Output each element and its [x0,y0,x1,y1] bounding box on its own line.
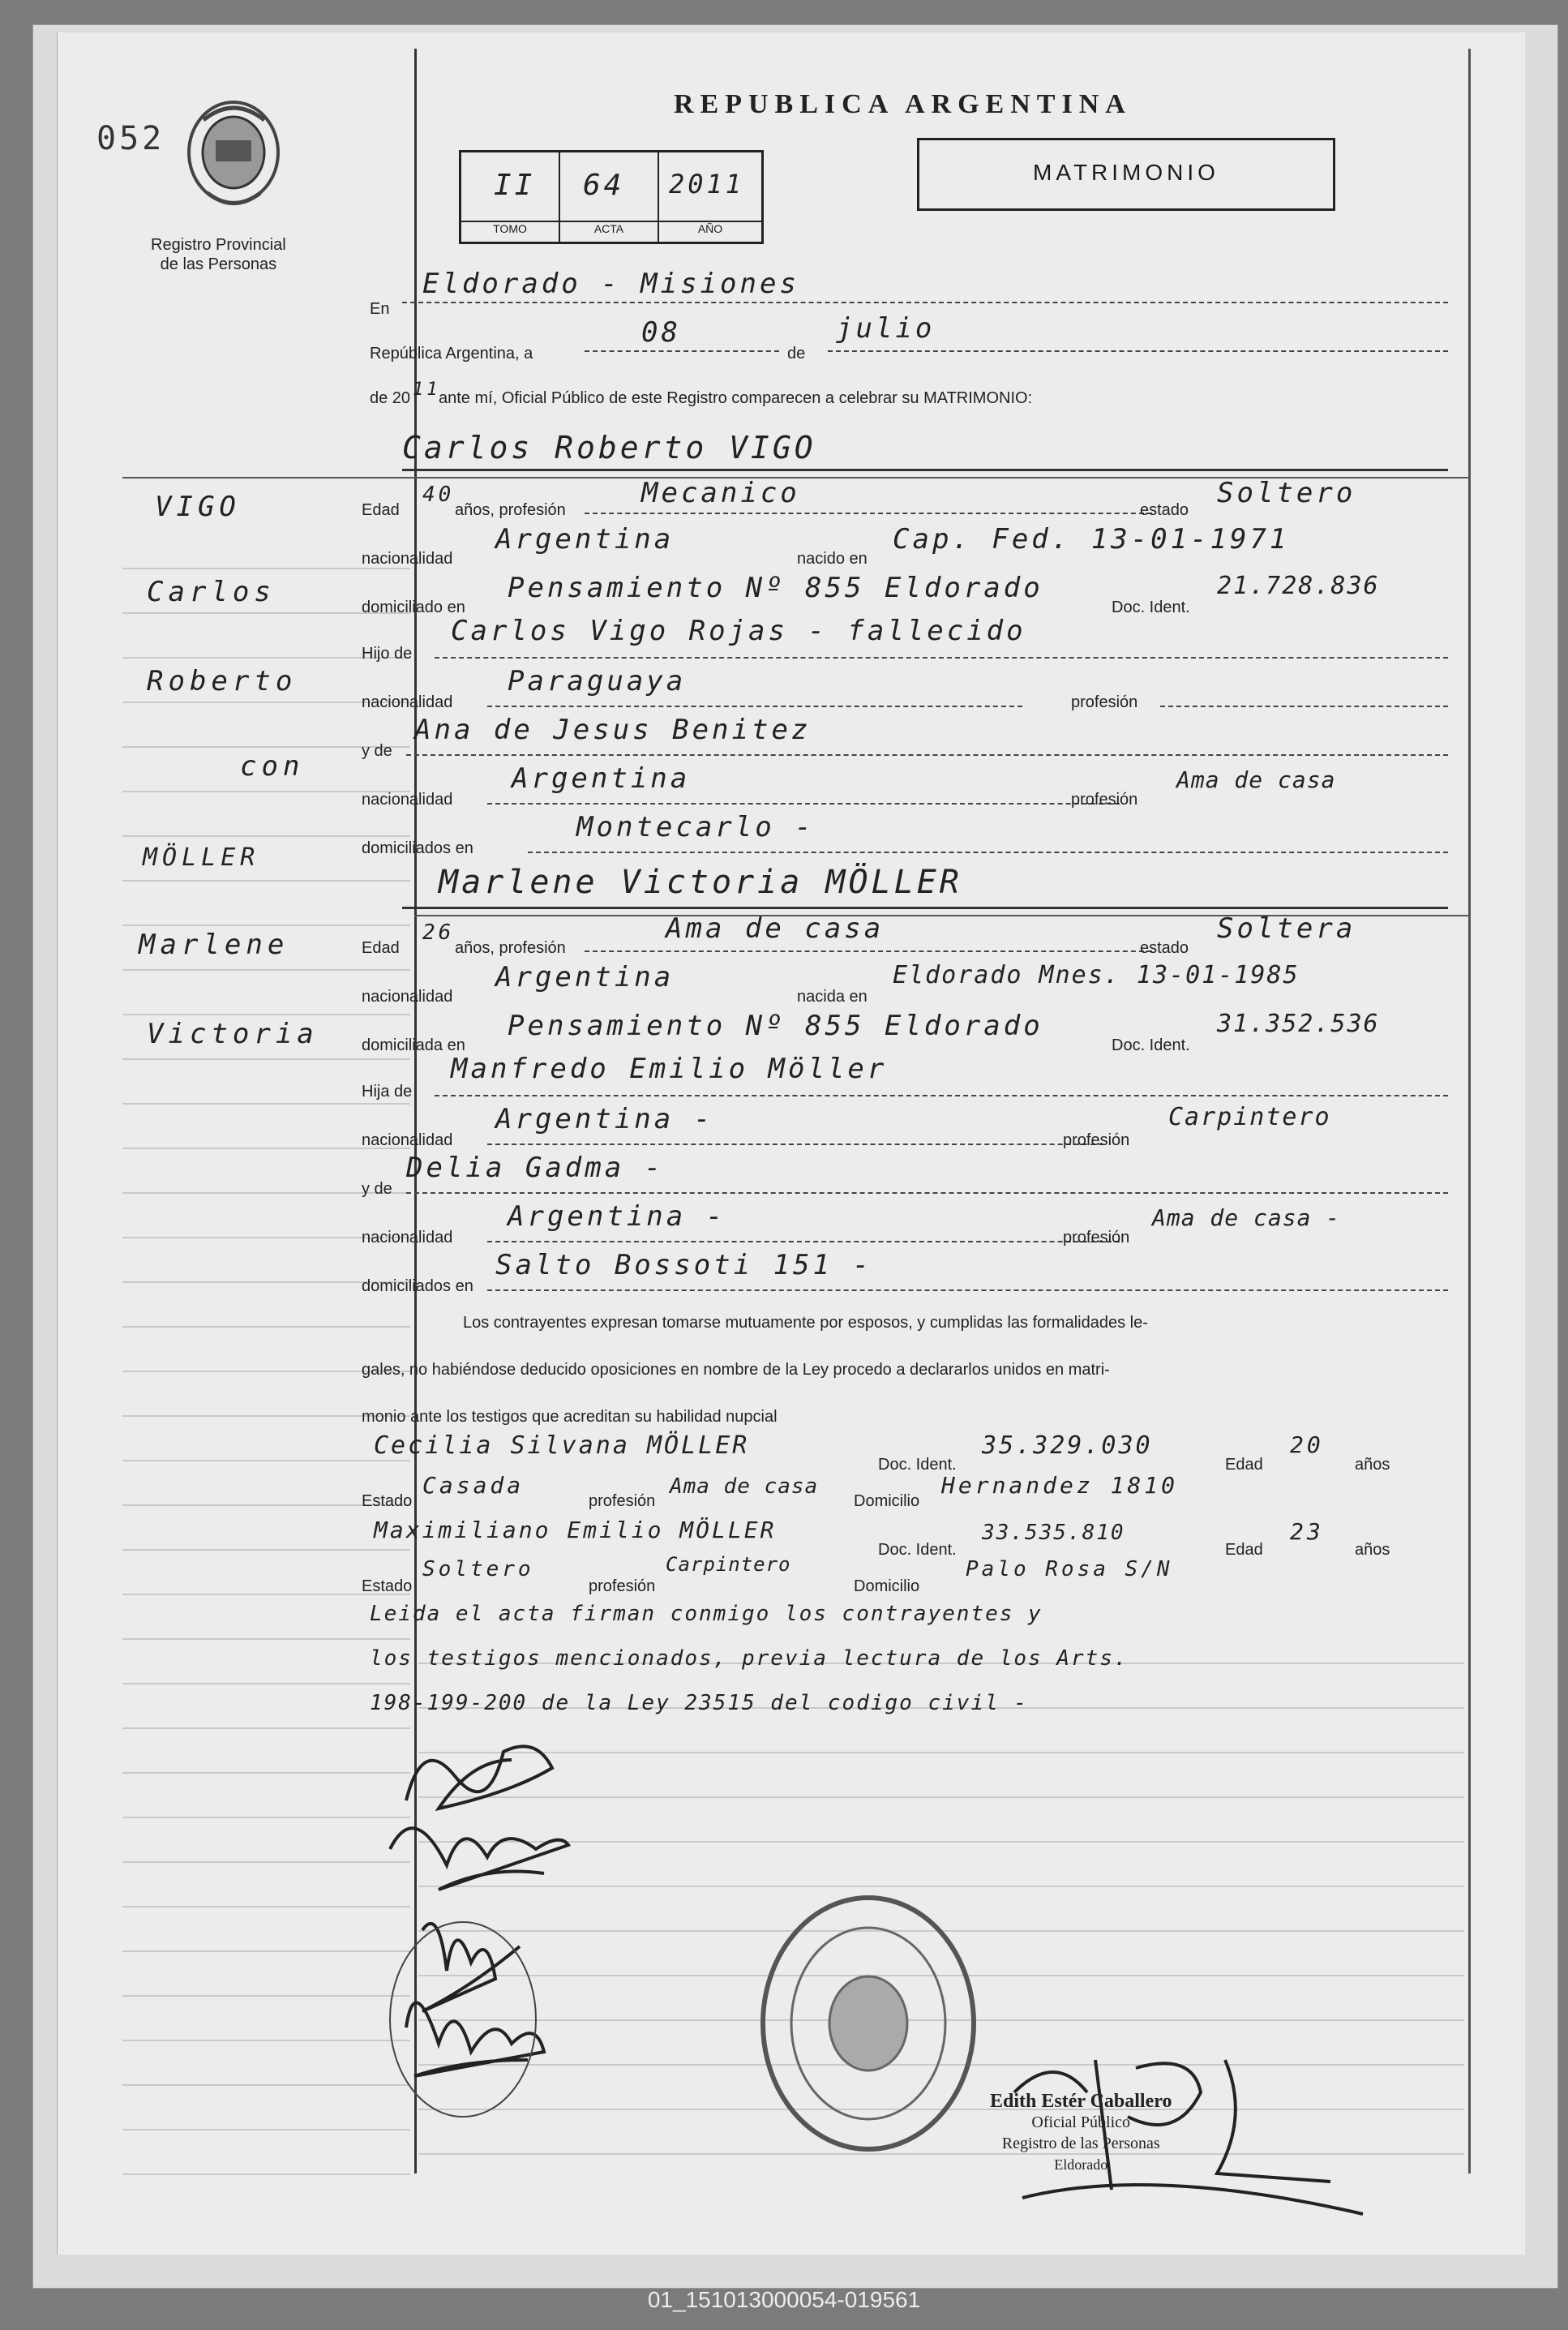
bride-madre-nac-line [487,1241,1120,1242]
witness1-profesion: Ama de casa [670,1474,819,1499]
margin-ruled-line [122,2084,410,2086]
bride-padre-line [435,1095,1448,1096]
margin-ruled-line [122,1772,410,1774]
groom-padre: Carlos Vigo Rojas - fallecido [451,615,1026,647]
bride-profesion-line [585,950,1152,952]
officer-stamp-text [990,2091,1172,2175]
acta-label: ACTA [560,221,659,242]
tomo-value: II [494,169,536,202]
groom-hijo-label: Hijo de [362,645,413,663]
groom-padre-nac-label: nacionalidad [362,693,453,711]
margin-ruled-line [122,1683,410,1684]
witness2-estado: Soltero [422,1557,534,1581]
bride-doc-label: Doc. Ident. [1112,1036,1190,1054]
witness2-estado-label: Estado [362,1577,413,1595]
margin-bride-name2: Victoria [147,1018,319,1050]
margin-ruled-line [122,1460,410,1461]
act-type-box [917,138,1335,211]
bride-padre-nac-line [487,1144,1103,1145]
registry-label [151,235,286,274]
bride-nacida-label: nacida en [797,988,868,1006]
bride-madre-prof: Ama de casa - [1152,1204,1341,1231]
act-type-label: MATRIMONIO [1033,160,1219,185]
groom-padre-prof-label: profesión [1071,693,1138,711]
republic-label: República Argentina, a [370,345,533,363]
closing-line-2: los testigos mencionados, previa lectura de los Arts. [370,1646,1129,1671]
groom-padres-dom-label: domiciliados en [362,839,473,857]
tomo-cell [461,152,560,221]
margin-ruled-line [122,1058,410,1060]
declaration-line-2: gales, no habiéndose deducido oposiciones en nombre de la Ley procedo a declararlos unidos en matri- [362,1361,1110,1379]
bride-padre-prof: Carpintero [1168,1103,1331,1131]
witness1-doc-label: Doc. Ident. [878,1456,957,1474]
officer-city: Eldorado [1054,2156,1108,2173]
margin-ruled-line [122,1638,410,1640]
bride-edad: 26 [422,920,455,945]
margin-groom-surname: VIGO [155,491,241,523]
groom-nacido-label: nacido en [797,550,868,568]
margin-ruled-line [122,1014,410,1015]
groom-doc-label: Doc. Ident. [1112,599,1190,616]
witness1-doc: 35.329.030 [982,1431,1153,1460]
bride-madre-prof-label: profesión [1063,1229,1130,1247]
day-line [585,350,779,352]
witness1-edad-label: Edad [1225,1456,1263,1474]
witness1-dom-label: Domicilio [854,1492,920,1510]
bride-madre: Delia Gadma - [406,1152,665,1184]
bride-madre-nac-label: nacionalidad [362,1229,453,1247]
groom-dom-label: domiciliado en [362,599,465,616]
registry-line-1: Registro Provincial [151,236,286,254]
witness2-edad: 23 [1290,1518,1324,1545]
bride-nacida: Eldorado Mnes. 13-01-1985 [893,961,1300,989]
declaration-line-1: Los contrayentes expresan tomarse mutuamente por esposos, y cumplidas las formalidades le- [463,1314,1148,1332]
witness1-estado-label: Estado [362,1492,413,1510]
witness2-doc-label: Doc. Ident. [878,1541,957,1559]
margin-ruled-line [122,2040,410,2041]
anio-value: 2011 [669,169,745,200]
month-line [828,350,1448,352]
witness2-doc: 33.535.810 [982,1521,1125,1545]
groom-doc: 21.728.836 [1217,572,1380,600]
margin-ruled-line [122,835,410,837]
groom-nacionalidad: Argentina [495,523,675,556]
witness1-prof-label: profesión [589,1492,656,1510]
groom-estado: Soltero [1217,477,1356,509]
bride-padre-nac-label: nacionalidad [362,1131,453,1149]
groom-madre-prof-label: profesión [1071,791,1138,809]
witness2-anos-label: años [1355,1541,1390,1559]
margin-ruled-line [122,1103,410,1105]
witness1-edad: 20 [1290,1431,1324,1458]
witness1-anos-label: años [1355,1456,1390,1474]
groom-nacido: Cap. Fed. 13-01-1971 [893,523,1290,556]
groom-padre-nac: Paraguaya [508,665,687,697]
groom-madre-nac-line [487,803,1120,805]
year-prefix: de 20 [370,389,411,407]
officer-name: Edith Estér Caballero [990,2091,1172,2112]
country-title: REPUBLICA ARGENTINA [674,89,1132,119]
margin-bride-name1: Marlene [139,929,289,961]
bride-edad-label: Edad [362,939,400,957]
bride-doc: 31.352.536 [1217,1010,1380,1038]
certificate-page [57,32,1525,2255]
bride-hija-label: Hija de [362,1083,413,1101]
margin-ruled-line [122,1326,410,1328]
margin-bride-surname: MÖLLER [143,843,260,872]
groom-domicilio: Pensamiento Nº 855 Eldorado [508,572,1043,604]
officer-title: Oficial Público [1031,2113,1131,2131]
groom-profesion-line [585,513,1152,514]
acta-cell [560,152,659,221]
margin-ruled-line [122,1950,410,1952]
bride-estado: Soltera [1217,912,1356,945]
witness2-domicilio: Palo Rosa S/N [966,1557,1173,1581]
bride-profesion: Ama de casa [666,912,885,945]
groom-madre-nac-label: nacionalidad [362,791,453,809]
groom-padre-prof-line [1160,706,1448,707]
bride-padres-dom: Salto Bossoti 151 - [495,1249,872,1281]
witness1-domicilio: Hernandez 1810 [941,1472,1179,1499]
place-value: Eldorado - Misiones [422,268,799,300]
margin-ruled-line [122,880,410,882]
witness2-prof-label: profesión [589,1577,656,1595]
margin-ruled-line [122,925,410,926]
bride-nac-label: nacionalidad [362,988,453,1006]
witness2-dom-label: Domicilio [854,1577,920,1595]
groom-padre-nac-line [487,706,1022,707]
witness2-edad-label: Edad [1225,1541,1263,1559]
groom-madre-line [406,754,1448,756]
witness2-name: Maximiliano Emilio MÖLLER [374,1517,777,1543]
witness2-profesion: Carpintero [666,1553,791,1576]
bride-padre-nac: Argentina - [495,1103,714,1135]
year-suffix: 11 [413,380,441,400]
groom-madre-prof: Ama de casa [1176,766,1336,793]
margin-ruled-line [122,1549,410,1551]
coat-of-arms-icon [183,96,285,216]
margin-ruled-line [122,1906,410,1907]
tomo-label: TOMO [461,221,560,242]
bride-anos-profesion-label: años, profesión [455,939,566,957]
margin-ruled-line [122,2129,410,2130]
margin-ruled-line [122,969,410,971]
bride-padres-dom-line [487,1289,1448,1291]
groom-anos-profesion-label: años, profesión [455,501,566,519]
groom-yde-label: y de [362,742,392,760]
bride-yde-label: y de [362,1180,392,1198]
margin-ruled-line [122,2173,410,2175]
groom-padres-dom: Montecarlo - [576,811,815,843]
closing-line-1: Leida el acta firman conmigo los contrayentes y [370,1602,1043,1626]
tomo-acta-year-table [459,150,764,244]
bride-padre: Manfredo Emilio Möller [451,1053,888,1085]
witness1-name: Cecilia Silvana MÖLLER [374,1431,750,1460]
margin-groom-name1: Carlos [147,576,276,608]
groom-padre-line [435,657,1448,659]
margin-ruled-line [122,1995,410,1997]
margin-ruled-line [122,1861,410,1863]
bride-domicilio: Pensamiento Nº 855 Eldorado [508,1010,1043,1042]
groom-madre-nac: Argentina [512,762,691,795]
right-border [1468,49,1471,2173]
groom-edad-label: Edad [362,501,400,519]
groom-name-line [402,469,1448,471]
margin-groom-name2: Roberto [147,665,298,697]
de-label: de [787,345,806,363]
witness1-estado: Casada [422,1472,525,1499]
groom-estado-label: estado [1140,501,1189,519]
bride-madre-line [406,1192,1448,1194]
declaration-line-3: monio ante los testigos que acreditan su habilidad nupcial [362,1408,778,1426]
groom-edad: 40 [422,483,455,507]
official-seal-stamp [755,1890,982,2157]
groom-profesion: Mecanico [641,477,800,509]
margin-ruled-line [122,1727,410,1729]
anio-label: AÑO [659,221,761,242]
closing-line-3: 198-199-200 de la Ley 23515 del codigo civil - [370,1691,1029,1715]
margin-ruled-line [122,1817,410,1818]
day-value: 08 [641,316,681,349]
bride-madre-nac: Argentina - [508,1200,726,1233]
folio-number: 052 [96,120,165,157]
place-line [402,302,1448,303]
margin-con: con [240,750,305,783]
groom-madre: Ana de Jesus Benitez [414,714,812,746]
registry-line-2: de las Personas [160,255,277,273]
groom-nac-label: nacionalidad [362,550,453,568]
month-value: julio [836,312,936,345]
officer-office: Registro de las Personas [1001,2135,1160,2152]
bride-estado-label: estado [1140,939,1189,957]
bride-padres-dom-label: domiciliados en [362,1277,473,1295]
scan-code: 01_151013000054-019561 [647,2287,921,2312]
bride-padre-prof-label: profesión [1063,1131,1130,1149]
bride-dom-label: domiciliada en [362,1036,465,1054]
bride-nacionalidad: Argentina [495,961,675,993]
groom-padres-dom-line [528,852,1448,853]
acta-value: 64 [583,169,625,202]
en-label: En [370,300,390,318]
signatures-contrayentes-testigos [374,1703,649,2125]
bride-name-line [402,907,1448,909]
groom-full-name: Carlos Roberto VIGO [402,430,816,466]
statement-text: ante mí, Oficial Público de este Registro comparecen a celebrar su MATRIMONIO: [439,389,1033,407]
anio-cell [659,152,760,221]
bride-full-name: Marlene Victoria MÖLLER [439,864,962,901]
